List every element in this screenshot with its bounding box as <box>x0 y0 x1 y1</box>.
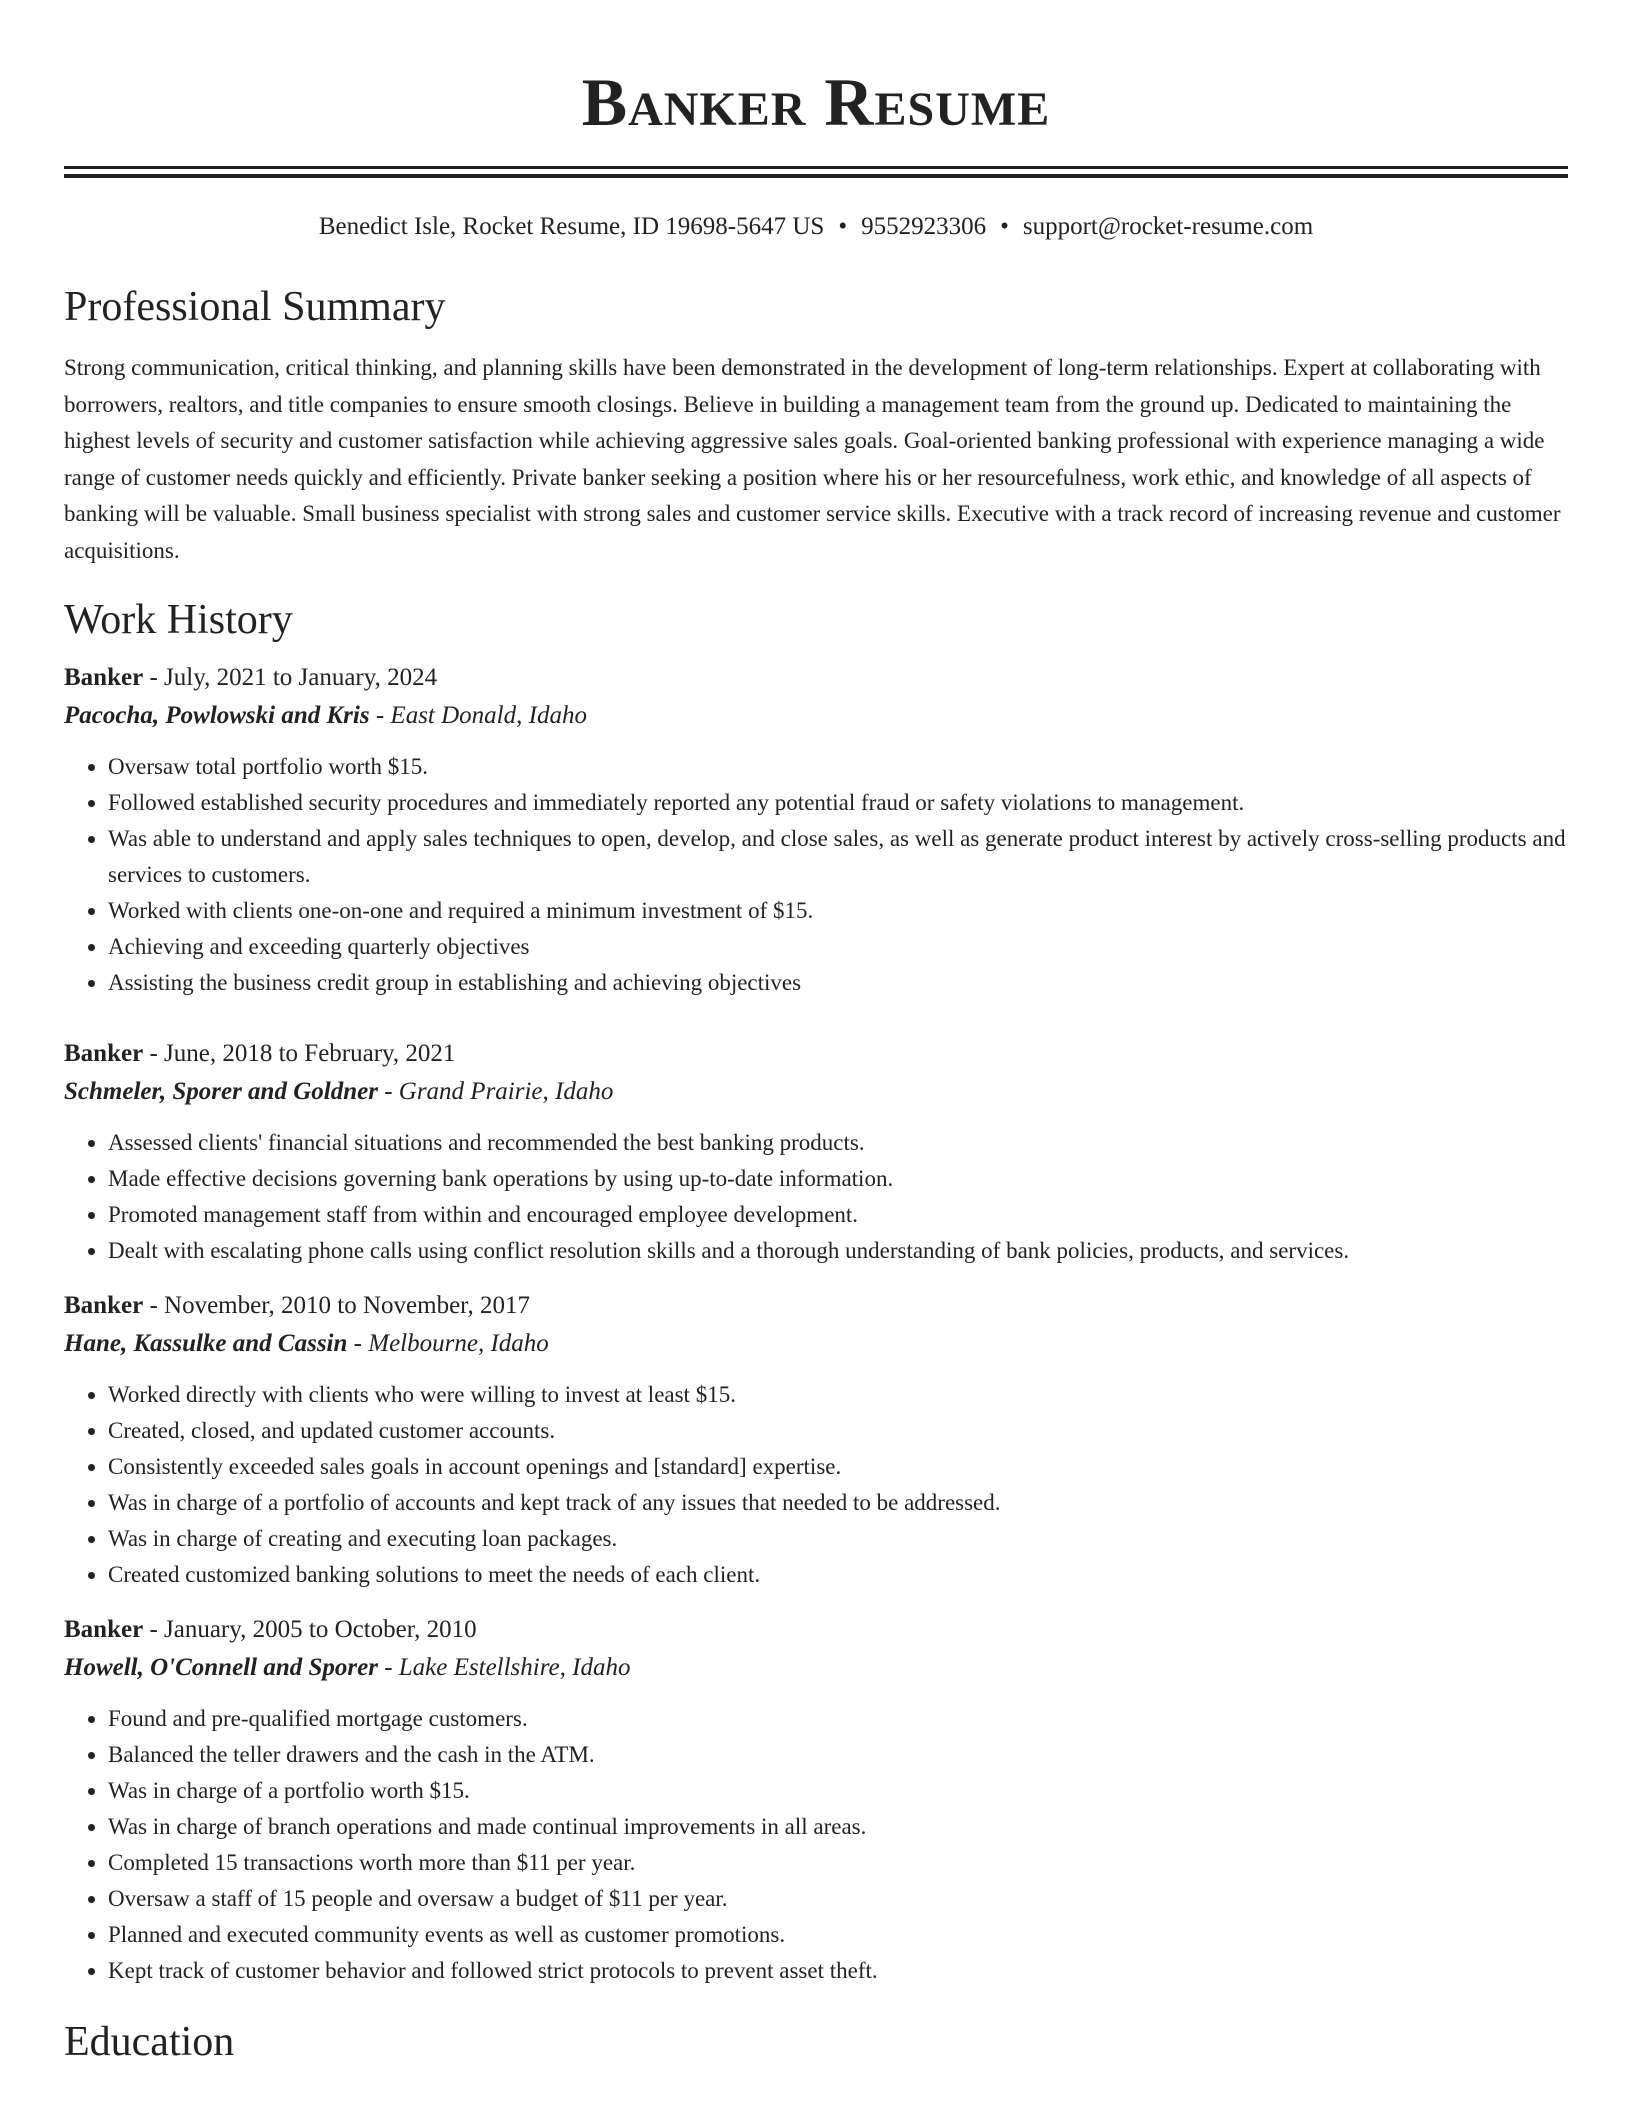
job-company: Schmeler, Sporer and Goldner <box>64 1078 378 1105</box>
list-item: • Planned and executed community events as well as customer promotions. <box>108 1917 1568 1953</box>
list-item: • Oversaw a staff of 15 people and oversaw a budget of $11 per year. <box>108 1881 1568 1917</box>
job-bullets <box>64 1125 1568 1269</box>
list-item: • Followed established security procedures and immediately reported any potential fraud or safety violations to management. <box>108 785 1568 821</box>
list-item: • Kept track of customer behavior and followed strict protocols to prevent asset theft. <box>108 1953 1568 1989</box>
job-bullets <box>64 1701 1568 1989</box>
job-title-line <box>64 1287 1568 1325</box>
job-location: - Grand Prairie, Idaho <box>377 1078 614 1105</box>
contact-separator: • <box>1000 213 1009 240</box>
job-title-line <box>64 1611 1568 1649</box>
job-company-line <box>64 1649 1568 1687</box>
summary-text: Strong communication, critical thinking, and planning skills have been demonstrated in the development of long-term relationships. Expert at collaborating with borrowers, realtors, and title companies to ensure smooth closings. Believe in building a management team from the ground up. Dedicated to maintaining the highest levels of security and customer satisfaction while achieving aggressive sales goals. Goal-oriented banking professional with experience managing a wide range of customer needs quickly and efficiently. Private banker seeking a position where his or her resourcefulness, work ethic, and knowledge of all aspects of banking will be valuable. Small business specialist with strong sales and customer service skills. Executive with a track record of increasing revenue and customer acquisitions. <box>64 355 1561 563</box>
job-title: Banker <box>64 1292 144 1319</box>
job-bullets <box>64 749 1568 1001</box>
job-entry <box>64 1035 1568 1269</box>
job-dates: - January, 2005 to October, 2010 <box>143 1616 477 1643</box>
job-title-line <box>64 1035 1568 1073</box>
job-bullets <box>64 1377 1568 1593</box>
job-dates: - June, 2018 to February, 2021 <box>143 1040 456 1067</box>
summary-heading: Professional Summary <box>64 284 446 330</box>
list-item: • Dealt with escalating phone calls using conflict resolution skills and a thorough understanding of bank policies, products, and services. <box>108 1233 1568 1269</box>
list-item: • Worked with clients one-on-one and required a minimum investment of $15. <box>108 893 1568 929</box>
contact-separator: • <box>838 213 848 240</box>
job-entry <box>64 1287 1568 1593</box>
work-history-heading: Work History <box>64 597 293 643</box>
job-company-line <box>64 1073 1568 1111</box>
list-item: • Promoted management staff from within and encouraged employee development. <box>108 1197 1568 1233</box>
list-item: • Made effective decisions governing bank operations by using up-to-date information. <box>108 1161 1568 1197</box>
job-location: - Melbourne, Idaho <box>347 1330 549 1357</box>
list-item: • Completed 15 transactions worth more than $11 per year. <box>108 1845 1568 1881</box>
list-item: • Balanced the teller drawers and the cash in the ATM. <box>108 1737 1568 1773</box>
job-location: - East Donald, Idaho <box>369 702 587 729</box>
contact-line <box>64 212 1568 242</box>
title-rule-bottom <box>64 174 1568 178</box>
job-location: - Lake Estellshire, Idaho <box>377 1654 631 1681</box>
job-company: Hane, Kassulke and Cassin <box>64 1330 348 1357</box>
list-item: • Achieving and exceeding quarterly objectives <box>108 929 1568 965</box>
list-item: • Worked directly with clients who were willing to invest at least $15. <box>108 1377 1568 1413</box>
list-item: • Was in charge of creating and executing loan packages. <box>108 1521 1568 1557</box>
contact-email: support@rocket-resume.com <box>1022 213 1314 240</box>
title-rule-top <box>64 166 1568 169</box>
job-company: Pacocha, Powlowski and Kris <box>64 702 370 729</box>
job-entry <box>64 659 1568 1001</box>
list-item: • Was in charge of a portfolio worth $15. <box>108 1773 1568 1809</box>
list-item: • Consistently exceeded sales goals in account openings and [standard] expertise. <box>108 1449 1568 1485</box>
list-item: • Found and pre-qualified mortgage customers. <box>108 1701 1568 1737</box>
list-item: • Created customized banking solutions to meet the needs of each client. <box>108 1557 1568 1593</box>
education-heading: Education <box>64 2019 235 2065</box>
contact-address: Benedict Isle, Rocket Resume, ID 19698-5647 US <box>318 213 825 240</box>
list-item: • Was in charge of branch operations and made continual improvements in all areas. <box>108 1809 1568 1845</box>
job-dates: - July, 2021 to January, 2024 <box>143 664 438 691</box>
job-company-line <box>64 1325 1568 1363</box>
job-title: Banker <box>64 664 144 691</box>
list-item: • Created, closed, and updated customer accounts. <box>108 1413 1568 1449</box>
resume-title: Banker Resume <box>581 64 1051 140</box>
job-title-line <box>64 659 1568 697</box>
job-title: Banker <box>64 1040 144 1067</box>
resume-page <box>64 0 1568 2067</box>
contact-phone: 9552923306 <box>861 213 987 240</box>
list-item: • Was able to understand and apply sales techniques to open, develop, and close sales, as well as generate product interest by actively cross-selling products and services to customers. <box>108 821 1568 893</box>
job-company: Howell, O'Connell and Sporer <box>64 1654 378 1681</box>
job-title: Banker <box>64 1616 144 1643</box>
list-item: • Assisting the business credit group in establishing and achieving objectives <box>108 965 1568 1001</box>
list-item: • Oversaw total portfolio worth $15. <box>108 749 1568 785</box>
list-item: • Was in charge of a portfolio of accounts and kept track of any issues that needed to be addressed. <box>108 1485 1568 1521</box>
job-company-line <box>64 697 1568 735</box>
job-entry <box>64 1611 1568 1989</box>
job-dates: - November, 2010 to November, 2017 <box>143 1292 530 1319</box>
list-item: • Assessed clients' financial situations and recommended the best banking products. <box>108 1125 1568 1161</box>
